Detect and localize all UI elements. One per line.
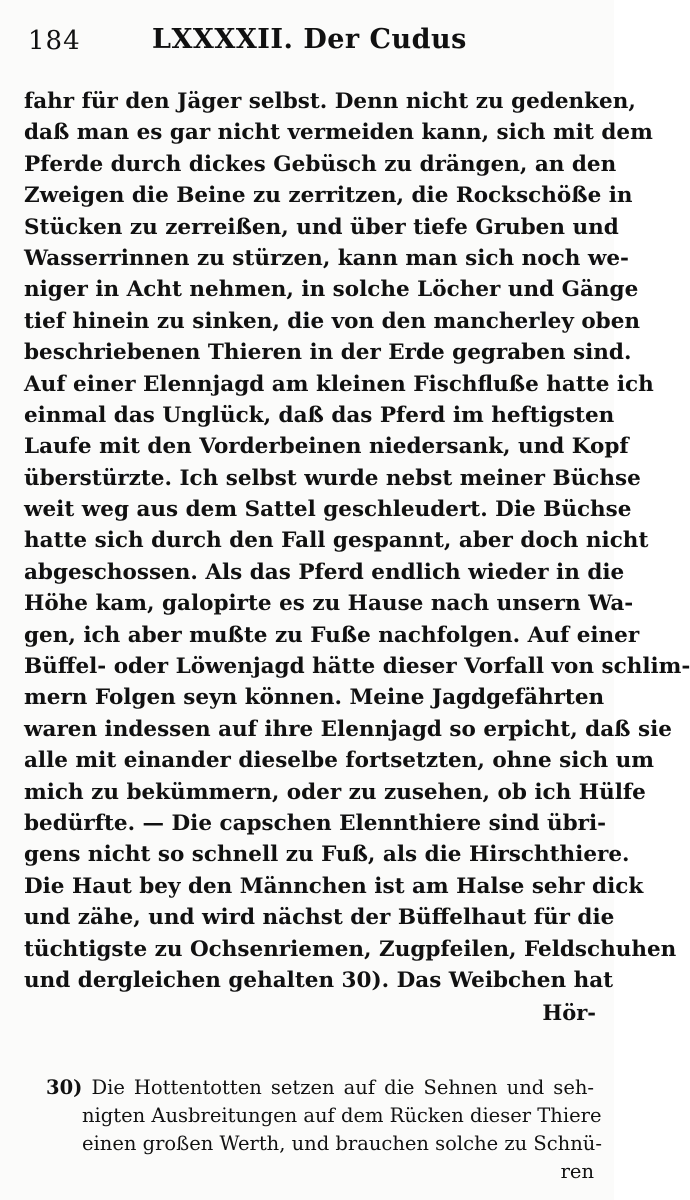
body-line: gens nicht so schnell zu Fuß, als die Hirschthiere.	[24, 842, 630, 868]
body-line: tüchtigste zu Ochsenriemen, Zugpfeilen, Feldschuhen	[24, 936, 677, 962]
body-line: Die Haut bey den Männchen ist am Halse sehr dick	[24, 873, 644, 899]
footnote-line-text: Die Hottentotten setzen auf die Sehnen und seh-	[91, 1076, 595, 1099]
page-number: 184	[28, 26, 81, 56]
footnote-line: ren	[560, 1160, 594, 1183]
body-line: Höhe kam, galopirte es zu Hause nach unsern Wa-	[24, 591, 634, 617]
body-line: Auf einer Elennjagd am kleinen Fischfluße hatte ich	[24, 371, 654, 397]
body-line: alle mit einander dieselbe fortsetzten, ohne sich um	[24, 748, 654, 774]
footnote-line: nigten Ausbreitungen auf dem Rücken dieser Thiere	[82, 1104, 602, 1127]
catchword: Hör-	[542, 1000, 596, 1025]
footnote-line: einen großen Werth, und brauchen solche zu Schnü-	[82, 1132, 602, 1155]
footnote-line	[46, 1074, 594, 1102]
body-text	[24, 86, 690, 996]
running-head: LXXXXII. Der Cudus	[152, 24, 467, 55]
body-line: mern Folgen seyn können. Meine Jagdgefährten	[24, 685, 605, 711]
body-line: überstürzte. Ich selbst wurde nebst meiner Büchse	[24, 465, 641, 491]
body-line: hatte sich durch den Fall gespannt, aber doch nicht	[24, 528, 649, 554]
footnote	[46, 1074, 602, 1186]
page-header	[28, 22, 598, 62]
body-line: Pferde durch dickes Gebüsch zu drängen, an den	[24, 151, 617, 177]
body-line: beschriebenen Thieren in der Erde gegraben sind.	[24, 340, 632, 366]
body-line: daß man es gar nicht vermeiden kann, sich mit dem	[24, 120, 653, 146]
body-line: Büffel- oder Löwenjagd hätte dieser Vorfall von schlim-	[24, 654, 690, 680]
body-line: Wasserrinnen zu stürzen, kann man sich noch we-	[24, 245, 629, 271]
body-line: fahr für den Jäger selbst. Denn nicht zu gedenken,	[24, 89, 636, 114]
body-line: tief hinein zu sinken, die von den mancherley oben	[24, 308, 641, 334]
footnote-marker: 30)	[46, 1076, 83, 1099]
body-line: weit weg aus dem Sattel geschleudert. Die Büchse	[24, 497, 632, 523]
body-line: Zweigen die Beine zu zerritzen, die Rockschöße in	[24, 183, 633, 209]
body-line: bedürfte. — Die capschen Elennthiere sind übri-	[24, 810, 607, 836]
body-line: waren indessen auf ihre Elennjagd so erpicht, daß sie	[24, 716, 672, 742]
body-line: gen, ich aber mußte zu Fuße nachfolgen. Auf einer	[24, 622, 640, 648]
body-line: niger in Acht nehmen, in solche Löcher und Gänge	[24, 277, 639, 303]
body-line: und zähe, und wird nächst der Büffelhaut für die	[24, 905, 615, 931]
body-line: Laufe mit den Vorderbeinen niedersank, und Kopf	[24, 434, 629, 460]
body-line: mich zu bekümmern, oder zu zusehen, ob ich Hülfe	[24, 779, 646, 805]
body-line: einmal das Unglück, daß das Pferd im heftigsten	[24, 402, 615, 428]
body-line: und dergleichen gehalten 30). Das Weibchen hat	[24, 967, 614, 993]
body-line: Stücken zu zerreißen, und über tiefe Gruben und	[24, 214, 619, 240]
body-line: abgeschossen. Als das Pferd endlich wieder in die	[24, 559, 625, 585]
